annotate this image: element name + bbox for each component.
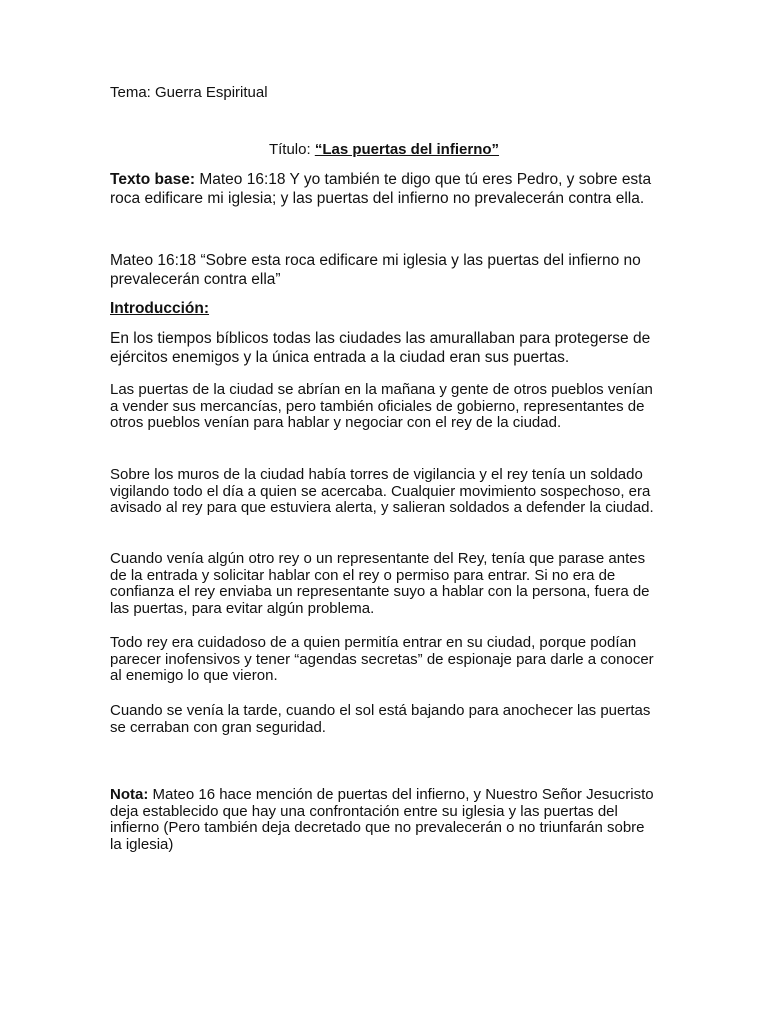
texto-base-paragraph	[110, 170, 660, 208]
nota-label: Nota:	[110, 786, 149, 803]
intro-heading: Introducción:	[110, 300, 210, 317]
nota-paragraph	[110, 787, 660, 853]
intro-paragraph-4: Cuando venía algún otro rey o un representante del Rey, tenía que parase antes de la entrada y solicitar hablar con el rey o permiso para entrar. Si no era de confianza el rey enviaba un representante suyo a hablar con la persona, fuera de las puertas, para evitar algún problema.	[110, 550, 650, 617]
texto-base-text: Mateo 16:18 Y yo también te digo que tú eres Pedro, y sobre esta roca edificare mi iglesia; y las puertas del infierno no prevalecerán contra ella.	[110, 171, 652, 207]
intro-paragraph-3: Sobre los muros de la ciudad había torres de vigilancia y el rey tenía un soldado vigilando todo el día a quien se acercaba. Cualquier movimiento sospechoso, era avisado al rey para que estuviera alerta, y salieran soldados a defender la ciudad.	[110, 466, 654, 516]
texto-base-label: Texto base:	[110, 171, 195, 188]
title-label: Título:	[268, 141, 311, 158]
verse-quote: Mateo 16:18 “Sobre esta roca edificare mi iglesia y las puertas del infierno no prevalecerán contra ella”	[110, 252, 641, 288]
nota-text: Mateo 16 hace mención de puertas del infierno, y Nuestro Señor Jesucristo deja establecido que hay una confrontación entre su iglesia y las puertas del infierno (Pero también deja decretado que no prevalecerán o no triunfarán sobre la iglesia)	[110, 786, 654, 853]
tema-line: Tema: Guerra Espiritual	[110, 84, 268, 101]
title-line	[0, 142, 768, 159]
intro-paragraph-1: En los tiempos bíblicos todas las ciudades las amurallaban para protegerse de ejércitos enemigos y la única entrada a la ciudad eran sus puertas.	[110, 330, 651, 366]
intro-paragraph-2: Las puertas de la ciudad se abrían en la mañana y gente de otros pueblos venían a vender sus mercancías, pero también oficiales de gobierno, representantes de otros pueblos venían para hablar y negociar con el rey de la ciudad.	[110, 381, 653, 431]
page-title: “Las puertas del infierno”	[314, 141, 500, 158]
intro-paragraph-5: Todo rey era cuidadoso de a quien permitía entrar en su ciudad, porque podían parecer inofensivos y tener “agendas secretas” de espionaje para darle a conocer al enemigo lo que vieron.	[110, 634, 654, 684]
intro-paragraph-6: Cuando se venía la tarde, cuando el sol está bajando para anochecer las puertas se cerraban con gran seguridad.	[110, 702, 651, 736]
